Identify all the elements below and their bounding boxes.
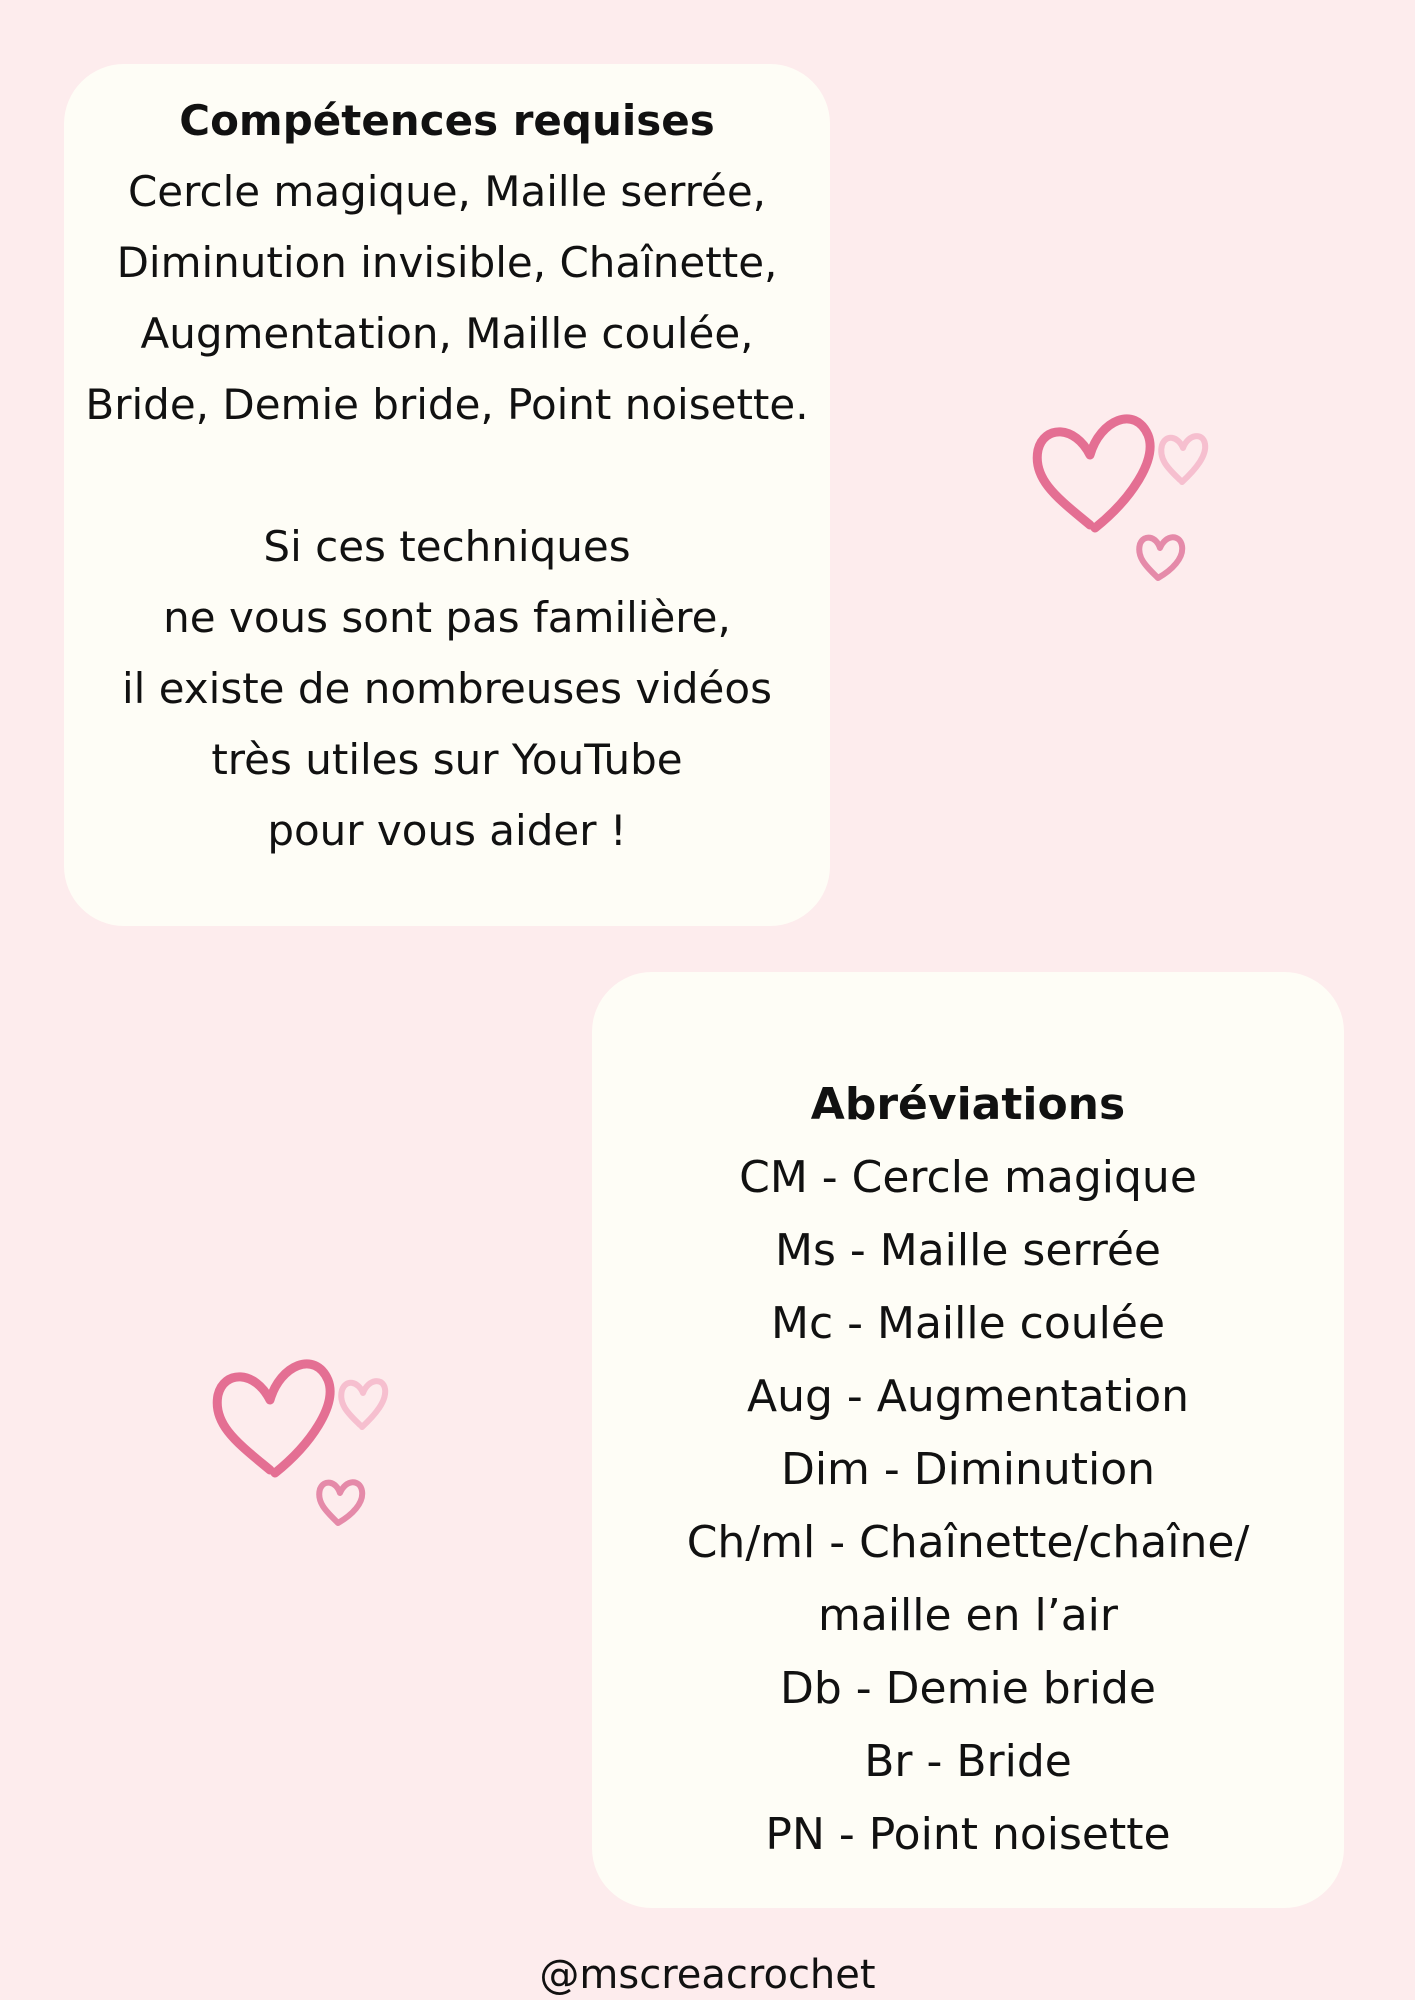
skills-line: Augmentation, Maille coulée, <box>140 309 754 358</box>
help-line: il existe de nombreuses vidéos <box>122 664 772 713</box>
skills-title: Compétences requises <box>179 96 715 145</box>
social-handle: @mscreacrochet <box>539 1952 876 1998</box>
abbreviation-line: Aug - Augmentation <box>747 1371 1189 1422</box>
abbreviation-line: maille en l’air <box>818 1590 1118 1641</box>
skills-line: Bride, Demie bride, Point noisette. <box>85 380 809 429</box>
skills-line: Cercle magique, Maille serrée, <box>127 167 767 216</box>
help-line: très utiles sur YouTube <box>211 735 683 784</box>
abbreviation-line: Dim - Diminution <box>780 1444 1156 1495</box>
skills-line: Diminution invisible, Chaînette, <box>116 238 778 287</box>
abbreviations-title: Abréviations <box>810 1079 1126 1130</box>
abbreviation-line: Ch/ml - Chaînette/chaîne/ <box>686 1517 1250 1568</box>
hearts-icon <box>1020 400 1230 590</box>
abbreviations-card <box>592 972 1344 1908</box>
abbreviation-line: Db - Demie bride <box>780 1663 1156 1714</box>
hearts-icon <box>200 1345 410 1535</box>
abbreviation-line: Mc - Maille coulée <box>770 1298 1166 1349</box>
skills-card <box>64 64 830 926</box>
help-line: Si ces techniques <box>263 522 631 571</box>
help-line: ne vous sont pas familière, <box>163 593 731 642</box>
spacer <box>64 440 830 511</box>
help-line: pour vous aider ! <box>267 806 627 855</box>
abbreviation-line: Br - Bride <box>864 1736 1072 1787</box>
abbreviation-line: CM - Cercle magique <box>739 1152 1197 1203</box>
abbreviation-line: PN - Point noisette <box>765 1809 1171 1860</box>
abbreviation-line: Ms - Maille serrée <box>775 1225 1161 1276</box>
